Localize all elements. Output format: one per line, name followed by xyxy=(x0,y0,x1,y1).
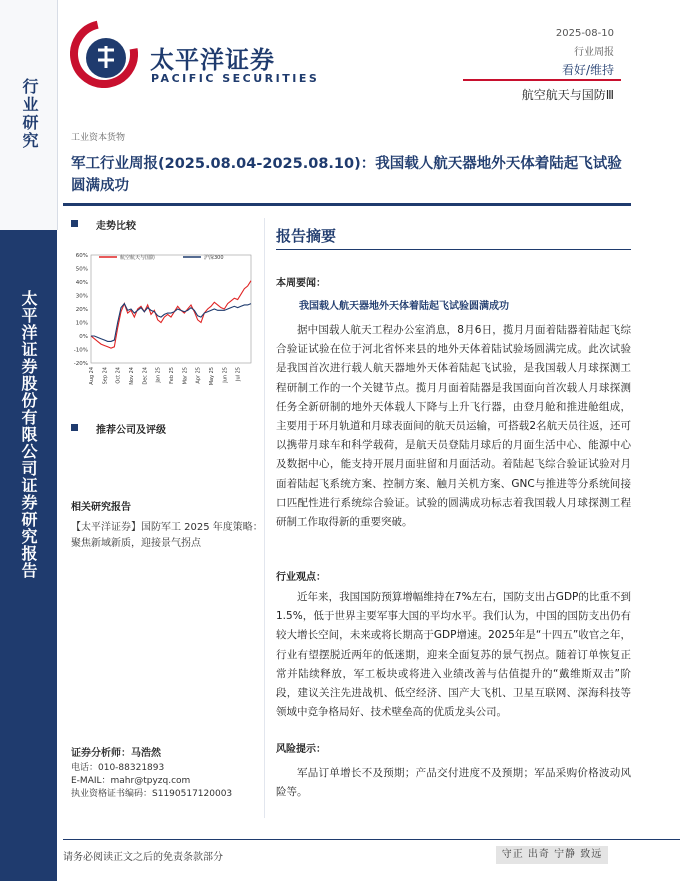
x-tick-label: Dec 24 xyxy=(142,367,149,385)
x-tick-label: Feb 25 xyxy=(169,367,175,384)
analyst-phone: 电话：010-88321893 xyxy=(71,763,165,773)
abstract-title: 报告摘要 xyxy=(276,227,337,245)
x-tick-label: Sep 24 xyxy=(102,367,109,385)
x-tick-label: Mar 25 xyxy=(182,367,189,385)
y-tick-label: 60% xyxy=(75,253,88,259)
x-tick-label: Apr 25 xyxy=(195,367,202,384)
side-label-industry: 行业研究 xyxy=(20,78,39,150)
logo-wordmark-en: PACIFIC SECURITIES xyxy=(151,72,320,85)
weekly-news-body: 据中国载人航天工程办公室消息，8月6日，揽月月面着陆器着陆起飞综合验证试验在位于河北省怀来县的地外天体着陆试验场圆满完成。此次试验是我国首次进行载人航天器地外天体着陆起飞试验，是我国载人月球探测工程研制工作的一个关键节点。揽月月面着陆器是我国面向首次载人月球探测任务全新研制的地外天体载人下降与上升飞行器，由登月舱和推进舱组成，主要用于环月轨道和月球表面间的航天员运输，可搭载2名航天员往返，还可以携带月球车和科学载荷，是航天员登陆月球后的月面生活中心、能源中心及数据中心，能支持开展月面驻留和月面活动。着陆起飞综合验证试验对月面着陆起飞系统方案、控制方案、触月关机方案、GNC与推进等分系统间接口匹配性进行系统综合验证。试验的圆满成功标志着我国载人月球探测工程研制工作取得新的重要突破。 xyxy=(276,324,631,529)
analyst-name: 证券分析师：马浩然 xyxy=(71,748,161,759)
side-label-company: 太平洋证券股份有限公司证券研究报告 xyxy=(19,290,38,579)
section-marker-icon xyxy=(71,424,78,431)
section-marker-icon xyxy=(71,220,78,227)
y-tick-label: 50% xyxy=(75,266,88,273)
x-tick-label: Jun 25 xyxy=(222,367,229,383)
logo-wordmark-cn: 太平洋证券 xyxy=(150,46,275,74)
footer-divider xyxy=(63,839,680,840)
footer-motto: 守正 出奇 宁静 致远 xyxy=(496,846,608,864)
analyst-email[interactable]: E-MAIL：mahr@tpyzq.com xyxy=(71,776,191,786)
sector-name: 航空航天与国防Ⅲ xyxy=(521,88,614,102)
trend-title: 走势比较 xyxy=(96,221,136,232)
legend-label: 航空航天与国防 xyxy=(120,255,156,261)
column-divider xyxy=(264,218,265,818)
weekly-news-headline: 我国载人航天器地外天体着陆起飞试验圆满成功 xyxy=(299,301,509,312)
y-tick-label: 20% xyxy=(75,307,88,313)
risk-body: 军品订单增长不及预期；产品交付进度不及预期；军品采购价格波动风险等。 xyxy=(276,767,631,799)
header-divider xyxy=(463,79,621,81)
x-tick-label: Aug 24 xyxy=(89,367,95,385)
abstract-divider xyxy=(276,249,631,250)
page-title: 军工行业周报(2025.08.04-2025.08.10)：我国载人航天器地外天体着陆起飞试验圆满成功 xyxy=(71,156,622,194)
report-type: 行业周报 xyxy=(574,47,614,58)
y-tick-label: 40% xyxy=(75,280,88,286)
x-tick-label: Jan 25 xyxy=(155,367,162,383)
related-research-link[interactable]: 【太平洋证券】国防军工 2025 年度策略：聚焦新域新质，迎接景气拐点 xyxy=(71,522,263,549)
chart-series xyxy=(91,281,251,349)
category-tag: 工业资本货物 xyxy=(71,133,126,143)
series-line xyxy=(91,304,251,342)
recommended-title: 推荐公司及评级 xyxy=(96,425,166,436)
disclaimer-notice[interactable]: 请务必阅读正文之后的免责条款部分 xyxy=(63,852,223,863)
analyst-license: 执业资格证书编码：S1190517120003 xyxy=(71,789,233,799)
related-research-title: 相关研究报告 xyxy=(71,502,131,513)
logo-icon xyxy=(70,20,138,88)
weekly-news-label: 本周要闻： xyxy=(276,278,326,289)
y-tick-label: 30% xyxy=(75,293,88,300)
risk-label: 风险提示： xyxy=(276,744,326,755)
title-divider xyxy=(63,203,631,206)
x-tick-label: May 25 xyxy=(209,367,215,386)
trend-chart xyxy=(63,245,263,390)
x-tick-label: Nov 24 xyxy=(129,367,135,385)
y-tick-label: -10% xyxy=(73,347,88,354)
y-tick-label: -20% xyxy=(73,361,88,367)
report-date: 2025-08-10 xyxy=(555,28,614,39)
chart-axes xyxy=(74,253,251,385)
x-tick-label: Oct 24 xyxy=(115,367,122,384)
y-tick-label: 10% xyxy=(75,320,88,327)
rating: 看好/维持 xyxy=(561,63,614,77)
x-tick-label: Jul 25 xyxy=(235,367,242,381)
y-tick-label: 0% xyxy=(79,334,88,340)
legend-label: 沪深300 xyxy=(204,255,224,261)
industry-view-body: 近年来，我国国防预算增幅维持在7%左右，国防支出占GDP的比重不到1.5%，低于世界主要军事大国的平均水平。我们认为，中国的国防支出仍有较大增长空间，未来或将长期高于GDP增速。2025年是“十四五”收官之年，行业有望摆脱近两年的低迷期，迎来全面复苏的景气拐点。随着订单恢复正常并陆续释放，军工板块或将进入业绩改善与估值提升的“戴维斯双击”阶段，建议关注先进战机、低空经济、国产大飞机、卫星互联网、深海科技等领域中竞争格局好、技术壁垒高的优质龙头公司。 xyxy=(276,591,631,719)
industry-view-label: 行业观点： xyxy=(276,572,326,583)
